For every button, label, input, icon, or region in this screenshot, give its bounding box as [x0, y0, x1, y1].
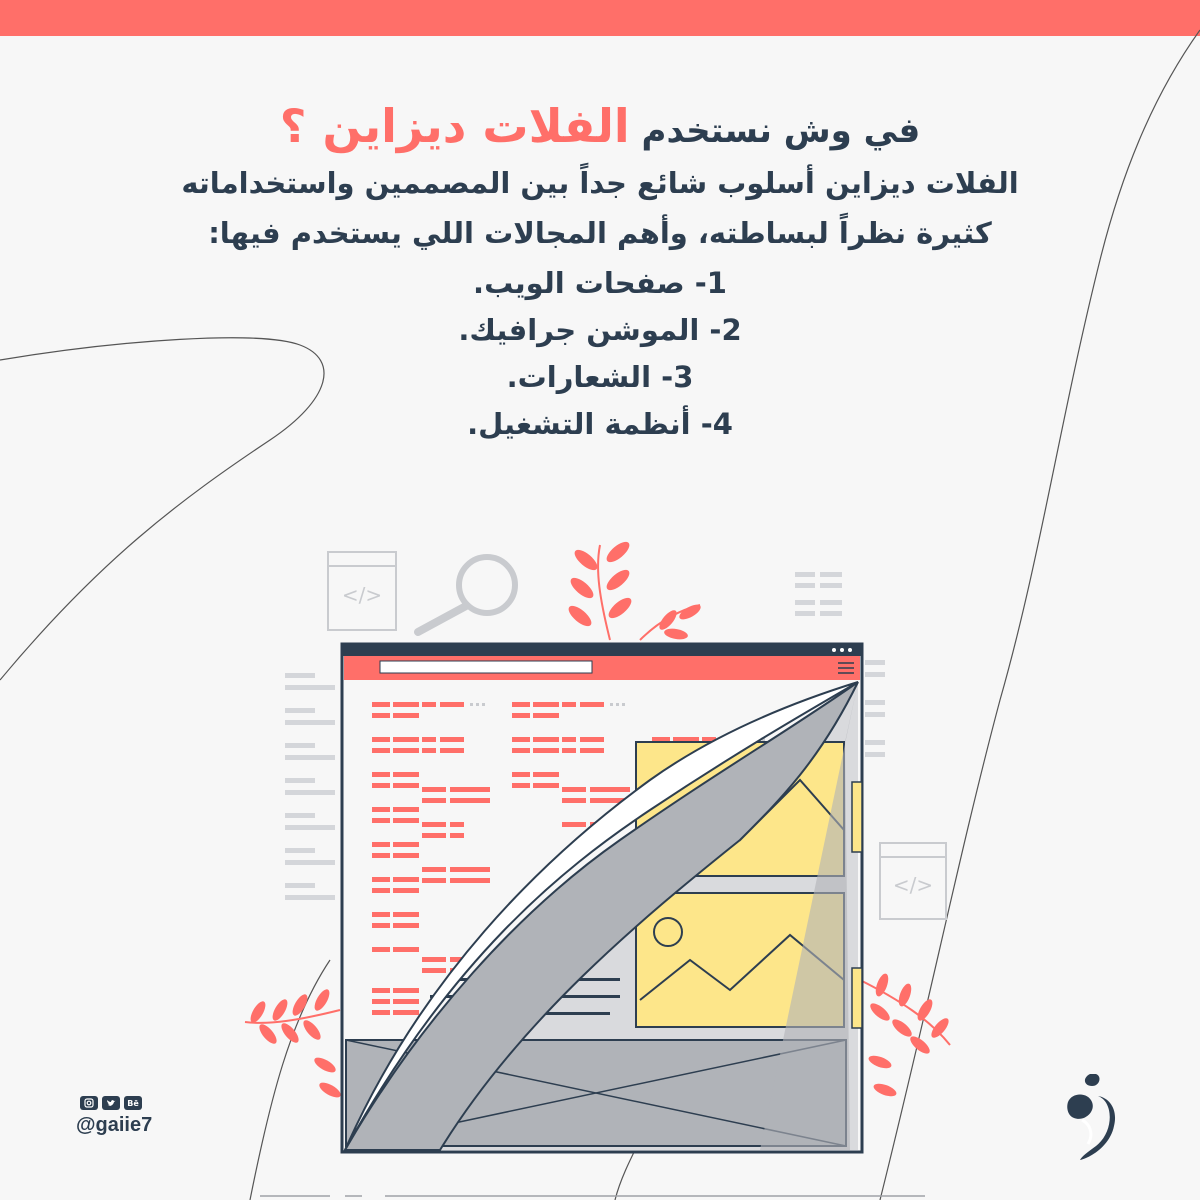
list-item: 2- الموشن جرافيك.: [458, 313, 742, 347]
browser-window: [342, 644, 862, 1152]
code-window-icon: [880, 843, 946, 919]
list-item: 4- أنظمة التشغيل.: [467, 407, 733, 441]
magnifier-icon: [418, 557, 515, 632]
social-icons: [80, 1096, 142, 1110]
address-bar: [380, 661, 592, 673]
paragraph-line: كثيرة نظراً لبساطته، وأهم المجالات اللي يستخدم فيها:: [208, 216, 992, 250]
brand-logo-icon: [1062, 1072, 1120, 1162]
behance-icon[interactable]: Bē: [124, 1096, 142, 1110]
leaf-branch-right: [860, 972, 952, 1099]
code-window-label: </>: [892, 873, 934, 897]
title-highlight: الفلات ديزاين ؟: [279, 99, 630, 153]
title-prefix: في وش نستخدم: [641, 111, 921, 151]
list-item: 3- الشعارات.: [506, 360, 694, 394]
code-window-label: </>: [341, 583, 383, 607]
background-text-lines-left: [285, 673, 335, 900]
leaf-branch-left: [245, 987, 343, 1100]
code-window-icon: [328, 552, 396, 630]
social-handle: @gaiie7: [76, 1114, 153, 1136]
paragraph-line: الفلات ديزاين أسلوب شائع جداً بين المصممين واستخداماته: [181, 166, 1019, 200]
leaf-branch-top: [565, 538, 702, 641]
twitter-icon[interactable]: [102, 1096, 120, 1110]
instagram-icon[interactable]: [80, 1096, 98, 1110]
list-item: 1- صفحات الويب.: [473, 266, 727, 300]
